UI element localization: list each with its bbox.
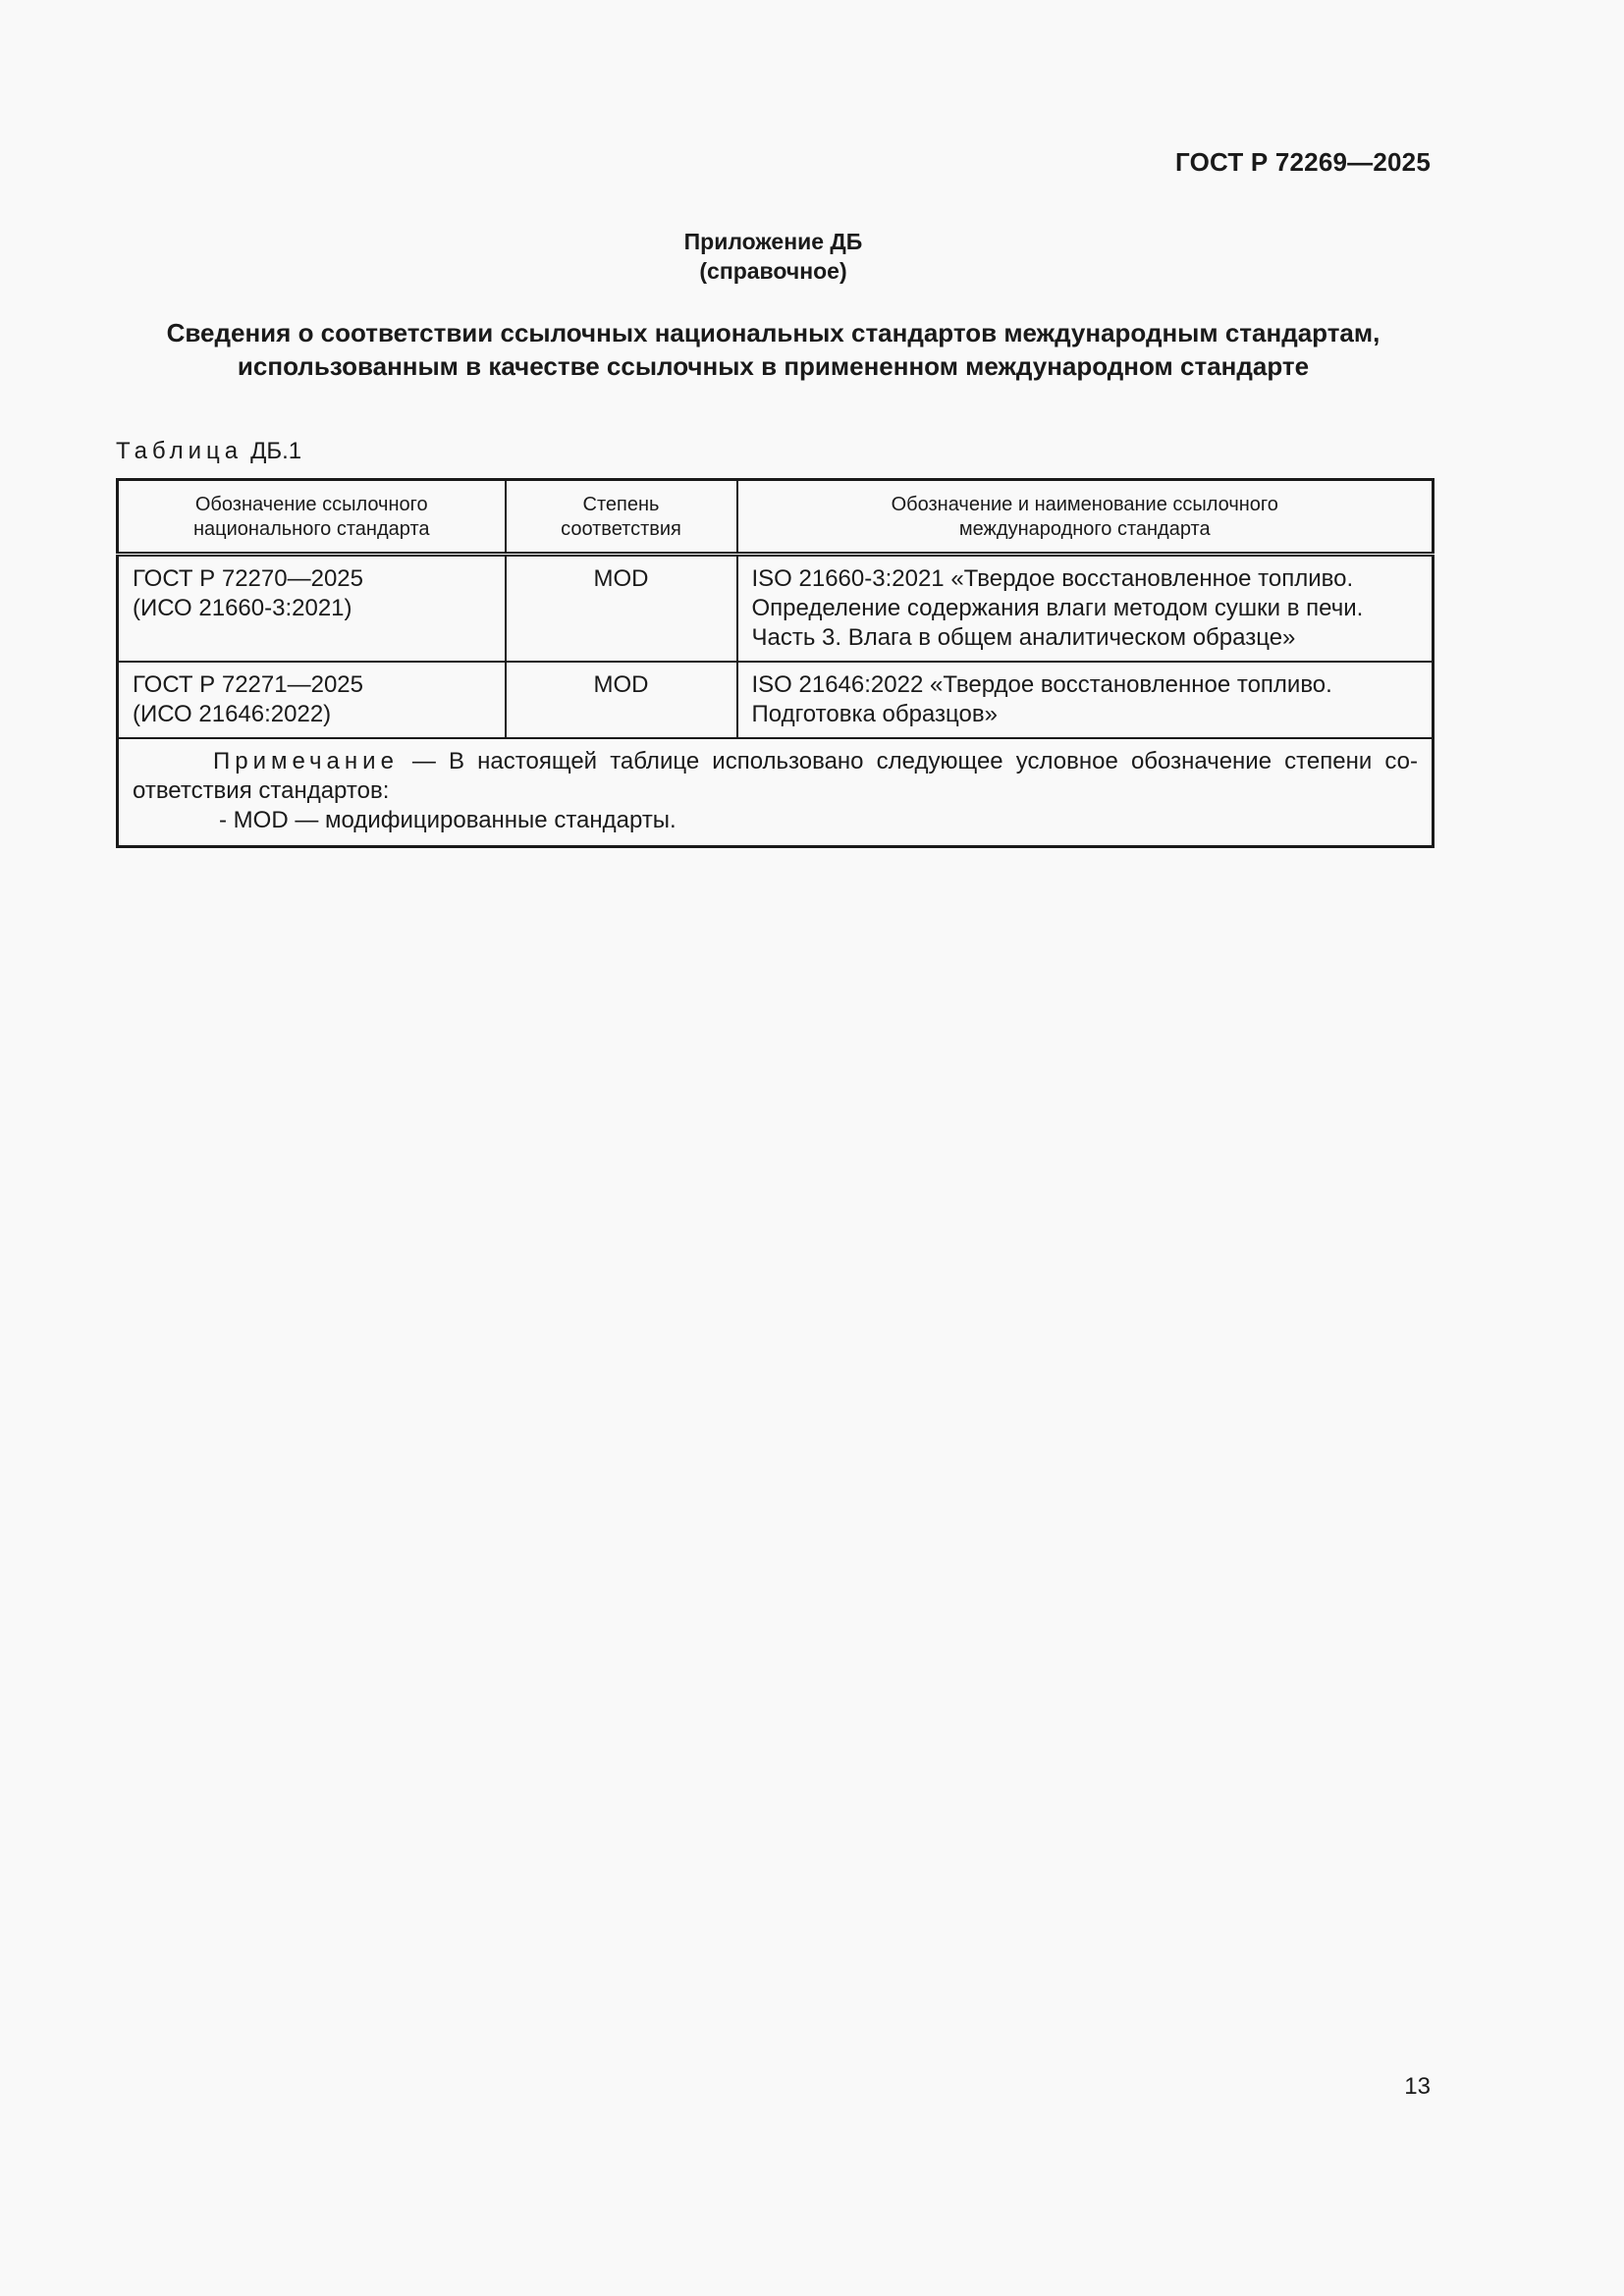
international-standard-cell: ISO 21646:2022 «Твердое восстановленное топливо. Подготовка образцов» — [737, 662, 1434, 738]
national-standard-cell: ГОСТ Р 72271—2025 (ИСО 21646:2022) — [118, 662, 506, 738]
international-standard-cell: ISO 21660-3:2021 «Твердое восстановленное топливо. Определение содержания влаги методом сушки в печи. Часть 3. Влага в общем аналитическом образце» — [737, 555, 1434, 663]
section-title-line-2: использованным в качестве ссылочных в примененном международном стандарте — [237, 351, 1310, 381]
note-text-line-2: ответствия стандартов: — [133, 777, 390, 804]
national-standard-cell: ГОСТ Р 72270—2025 (ИСО 21660-3:2021) — [118, 555, 506, 663]
section-title-line-1: Сведения о соответствии ссылочных национальных стандартов международным стандартам, — [166, 318, 1380, 347]
header-degree: Степень соответствия — [506, 480, 737, 555]
note-list-item: - MOD — модифицированные стандарты. — [219, 807, 677, 833]
degree-cell: MOD — [506, 555, 737, 663]
table-caption — [116, 438, 301, 465]
table-header-row — [118, 480, 1434, 555]
table-row — [118, 662, 1434, 738]
document-code: ГОСТ Р 72269—2025 — [1175, 147, 1431, 177]
standards-correspondence-table — [116, 478, 1435, 848]
appendix-title: Приложение ДБ — [683, 229, 863, 254]
section-title — [79, 316, 1468, 383]
note-label: Примечание — [213, 748, 399, 774]
table-note-row — [118, 738, 1434, 847]
appendix-heading — [0, 227, 1546, 286]
header-national-standard: Обозначение ссылочного национального стандарта — [118, 480, 506, 555]
header-international-standard: Обозначение и наименование ссылочного международного стандарта — [737, 480, 1434, 555]
appendix-subtitle: (справочное) — [699, 258, 847, 284]
table-caption-word: Таблица — [116, 438, 244, 464]
table-row — [118, 555, 1434, 663]
page-number: 13 — [1404, 2073, 1431, 2100]
note-text-line-1: — В настоящей таблице использовано следующее условное обозначение степени со- — [411, 748, 1418, 774]
table-note — [118, 738, 1434, 847]
degree-cell: MOD — [506, 662, 737, 738]
table-caption-number: ДБ.1 — [250, 438, 302, 464]
